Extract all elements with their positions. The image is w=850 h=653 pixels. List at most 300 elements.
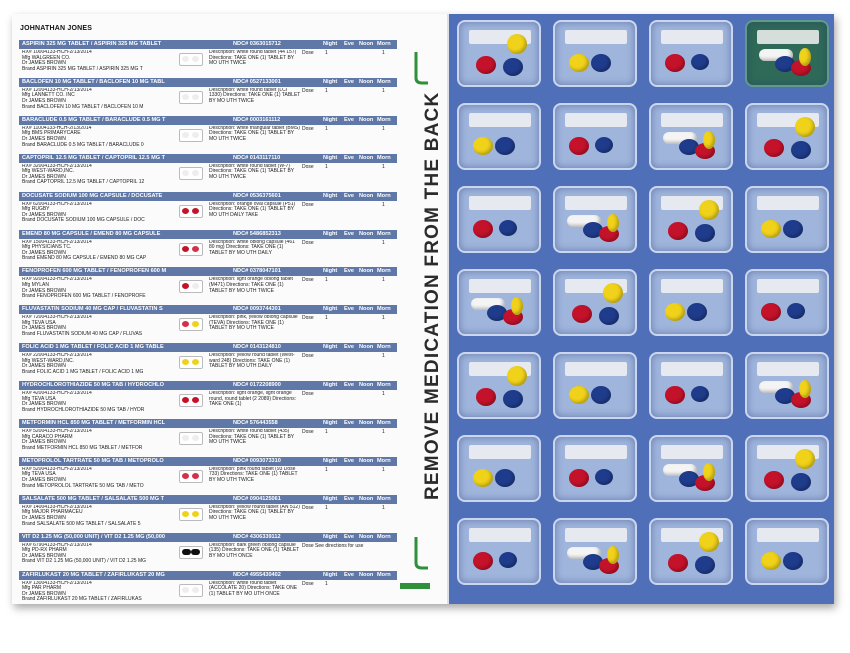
pill-icon [795,449,815,469]
cell-label [661,279,723,293]
brand: Brand ASPIRIN 325 MG TABLET / ASPIRIN 325 MG T [22,65,143,72]
noon-header: Noon [359,457,374,464]
dose-label: Dose [302,504,314,511]
blister-cell[interactable] [745,435,829,502]
pill-description: Description: orange oval capsule (P51) Directions: TAKE ONE (1) TABLET BY MO UTH DAILY TAKE [209,201,296,218]
medication-header [19,571,397,580]
noon-header: Noon [359,306,374,313]
blister-cell[interactable] [457,435,541,502]
rx-number: RX# 32004133-HCH-2/13/2014 [22,163,92,169]
manufacturer: Mfg PAR PHARM [22,585,62,592]
medication-entry [19,343,397,379]
night-header: Night [323,41,338,47]
morn-header: Morn [377,571,391,578]
pill-icon [603,283,623,303]
night-header: Night [323,116,338,123]
prescription-info [22,164,172,186]
morn-qty: 1 [382,125,385,132]
pill-description: Description: white round tablet (44 157) Directions: TAKE ONE (1) TABLET BY MO UTH TWICE [209,50,297,67]
brand: Brand CAPTOPRIL 12.5 MG TABLET / CAPTOPRIL 12 [22,179,145,186]
ndc-number: NDC# 0527133001 [233,78,281,85]
noon-header: Noon [359,495,374,502]
night-header: Night [323,268,338,275]
ndc-number: NDC# 0003161112 [233,116,281,123]
pill-description: Description: white round tablet (ACCOLATE 20) Directions: TAKE ONE (1) TABLET BY MO UTH ONCE [209,580,298,597]
pill-icon [182,359,189,365]
night-qty: 1 [325,87,328,94]
rx-number: RX# 10004133-HCH-2/13/2014 [22,50,92,55]
pill-description: Description: light orange, light orange round, round tablet (2 2089) Directions: TAKE ONE (1) [209,391,296,408]
dose-label: Dose [302,315,314,322]
pill-icon [507,366,527,386]
dose-label: Dose [302,391,314,398]
night-qty: 1 [325,163,328,170]
blister-cell[interactable] [457,518,541,585]
rx-number: RX# 42004133-HCH-2/13/2014 [22,391,92,397]
morn-qty: 1 [382,391,385,398]
pill-icon [665,386,685,404]
night-qty: 1 [325,504,328,511]
pill-icon [572,305,592,323]
manufacturer: Mfg CARACO PHARM [22,433,73,440]
dose-label: Dose [302,353,314,360]
night-qty: 1 [325,50,328,56]
pill-icon [182,170,189,176]
pill-image [179,584,203,597]
blister-cell[interactable] [457,352,541,419]
pill-icon [761,303,781,321]
noon-header: Noon [359,154,374,161]
pill-icon [192,587,199,593]
blister-cell[interactable] [649,103,733,170]
eve-header: Eve [344,533,354,540]
medication-entry [19,154,397,190]
medication-header [19,533,397,542]
pill-icon [695,556,715,574]
eve-header: Eve [344,192,354,199]
pill-icon [192,473,199,479]
pill-icon [191,549,200,555]
medication-name: SALSALATE 500 MG TABLET / SALSALATE 500 MG T [22,495,165,502]
blister-cell[interactable] [553,435,637,502]
pill-icon [783,220,803,238]
medication-name: ZAFIRLUKAST 20 MG TABLET / ZAFIRLUKAST 20 MG [22,571,165,578]
pill-icon [503,58,523,76]
pill-icon [473,137,493,155]
medication-header [19,457,397,466]
morn-header: Morn [377,268,391,275]
pill-icon [799,380,811,398]
pill-image [179,432,203,445]
noon-header: Noon [359,41,374,47]
pill-image [179,356,203,369]
medication-header [19,78,397,87]
morn-qty: 1 [382,201,385,208]
medication-name: FENOPROFEN 600 MG TABLET / FENOPROFEN 600 M [22,268,167,275]
doctor: Dr JAMES BROWN [22,287,66,294]
eve-header: Eve [344,306,354,313]
pill-description: Description: pink round tablet (93 Dose 733) Directions: TAKE ONE (1) TABLET BY MO UTH TWICE [209,466,298,484]
night-header: Night [323,420,338,426]
pharmacy-logo-icon [412,50,432,86]
medication-entry [19,419,397,455]
blister-cell[interactable] [745,186,829,253]
cell-label [565,113,627,127]
medication-name: HYDROCHLOROTHIAZIDE 50 MG TAB / HYDROCHLO [22,382,164,389]
eve-header: Eve [344,154,354,161]
pill-image [179,318,203,331]
prescription-info [22,505,172,527]
pill-icon [764,139,784,157]
pill-icon [591,54,611,72]
medication-name: BARACLUDE 0.5 MG TABLET / BARACLUDE 0.5 MG T [22,116,166,123]
pill-icon [182,435,189,441]
pill-icon [665,54,685,72]
pill-icon [192,397,199,403]
pill-icon [764,471,784,489]
medication-entry [19,571,397,604]
pill-icon [182,94,189,100]
morn-qty: 1 [382,504,385,511]
pill-icon [699,532,719,552]
pill-image [179,470,203,483]
rx-number: RX# 52004133-HCH-2/13/2014 [22,429,92,434]
manufacturer: Mfg MAJOR PHARMACEU [22,509,83,516]
pill-icon [795,117,815,137]
medication-header [19,192,397,201]
pill-image [179,205,203,218]
brand: Brand ZAFIRLUKAST 20 MG TABLET / ZAFIRLUKAS [22,596,142,603]
cell-label [661,30,723,44]
medication-header [19,267,397,276]
morn-header: Morn [377,154,391,161]
rx-number: RX# 92004133-HCH-2/13/2014 [22,277,92,283]
blister-cell[interactable] [745,20,829,87]
doctor: Dr JAMES BROWN [22,135,66,142]
blister-cell[interactable] [553,186,637,253]
doctor: Dr JAMES BROWN [22,363,66,370]
cell-label [661,113,723,127]
medication-name: ASPIRIN 325 MG TABLET / ASPIRIN 325 MG TABLET [22,41,162,47]
blister-cell[interactable] [649,186,733,253]
dose-label: Dose [302,87,314,94]
manufacturer: Mfg LANNETT CO. INC [22,92,75,99]
medication-entry [19,192,397,228]
manufacturer: Mfg WEST-WARD,INC. [22,168,75,175]
noon-header: Noon [359,344,374,351]
medication-entry [19,116,397,152]
pill-icon [182,587,189,593]
pill-icon [192,511,199,517]
ndc-number: NDC# 0093073310 [233,457,281,464]
noon-header: Noon [359,571,374,578]
cell-label [661,362,723,376]
ndc-number: NDC# 0143117110 [233,154,281,161]
morn-qty: 1 [382,353,385,360]
brand: Brand HYDROCHLOROTHIAZIDE 50 MG TAB / HYDR [22,406,145,413]
night-qty: 1 [325,580,328,587]
noon-header: Noon [359,116,374,123]
manufacturer: Mfg TEVA USA [22,319,56,326]
night-qty: 1 [325,466,328,473]
eve-header: Eve [344,41,354,47]
blister-cell[interactable] [553,518,637,585]
morn-header: Morn [377,306,391,313]
rx-number: RX# 72004133-HCH-2/13/2014 [22,315,92,321]
rx-number: RX# 11004133-HCH-2/13/2014 [22,125,92,131]
pill-image [179,280,203,293]
eve-header: Eve [344,495,354,502]
medication-header [19,495,397,504]
eve-header: Eve [344,78,354,85]
doctor: Dr JAMES BROWN [22,325,66,332]
pill-description: Description: yellow round tablet (AN 512) Directions: TAKE ONE (1) TABLET BY MO UTH TWICE [209,504,300,521]
pill-icon [665,303,685,321]
night-qty: 1 [325,429,328,435]
blister-tray [449,14,834,604]
night-header: Night [323,457,338,464]
pill-icon [687,303,707,321]
eve-header: Eve [344,116,354,123]
morn-qty: 1 [382,277,385,284]
cell-label [757,279,819,293]
morn-qty: 1 [382,239,385,246]
morn-header: Morn [377,382,391,389]
medication-entry [19,457,397,493]
pill-icon [799,48,811,66]
night-header: Night [323,154,338,161]
pill-image [179,129,203,142]
eve-header: Eve [344,420,354,426]
cell-label [469,445,531,459]
noon-header: Noon [359,230,374,237]
blister-cell[interactable] [553,352,637,419]
medication-entry [19,267,397,303]
pill-icon [495,469,515,487]
eve-header: Eve [344,344,354,351]
prescription-info [22,88,172,110]
pill-icon [182,549,191,555]
eve-header: Eve [344,230,354,237]
dose-label: Dose [302,125,314,132]
medication-entry [19,78,397,114]
pill-image [179,394,203,407]
pill-icon [595,137,613,153]
doctor: Dr JAMES BROWN [22,439,66,446]
dose-label: Dose [302,429,314,435]
prescription-info [22,126,172,148]
medication-header [19,343,397,352]
dose-label: Dose [302,239,314,246]
pill-description: Description: dark green oblong capsule (135) Directions: TAKE ONE (1) TABLET BY MO UTH ONCE [209,542,300,559]
blister-cell[interactable] [649,352,733,419]
prescription-info [22,581,172,603]
medication-header [19,381,397,390]
pill-icon [182,473,189,479]
blister-cell[interactable] [457,20,541,87]
pill-icon [192,246,199,252]
pill-icon [511,297,523,315]
morn-qty: 1 [382,163,385,170]
manufacturer: Mfg PD-RX PHARM [22,547,67,554]
medication-header [19,305,397,314]
medication-list-panel [12,14,447,604]
ndc-number: NDC# 0143124810 [233,344,281,351]
brand: Brand SALSALATE 500 MG TABLET / SALSALATE 5 [22,520,141,527]
pill-icon [192,283,199,289]
morn-header: Morn [377,78,391,85]
pill-image [179,91,203,104]
morn-header: Morn [377,495,391,502]
blister-cell[interactable] [649,269,733,336]
morn-qty: 1 [382,87,385,94]
pill-icon [703,131,715,149]
blister-cell[interactable] [649,435,733,502]
prescription-info [22,202,172,224]
pharmacy-logo-icon [412,535,432,571]
blister-cell[interactable] [457,103,541,170]
blister-cell[interactable] [649,20,733,87]
blister-cell[interactable] [745,518,829,585]
pill-description: Description: white oblong capsule (461 80 mg) Directions: TAKE ONE (1) TABLET BY MO UTH DAILY [209,239,295,256]
ndc-number: NDC# 0378047101 [233,268,281,275]
noon-header: Noon [359,420,374,426]
rx-number: RX# 13004133-HCH-2/13/2014 [22,580,92,586]
night-header: Night [323,495,338,502]
pill-icon [569,386,589,404]
brand: Brand FLUVASTATIN SODIUM 40 MG CAP / FLUVAS [22,331,143,338]
ndc-number: NDC# 0093744301 [233,306,281,313]
doctor: Dr JAMES BROWN [22,401,66,408]
pill-image [179,243,203,256]
pill-icon [591,386,611,404]
blister-cell[interactable] [553,269,637,336]
cell-label [469,196,531,210]
pill-icon [507,34,527,54]
cell-label [661,445,723,459]
blister-cell[interactable] [745,103,829,170]
manufacturer: Mfg RUGBY [22,206,50,213]
ndc-number: NDC# 4306339112 [233,533,281,540]
morn-header: Morn [377,192,391,199]
morn-header: Morn [377,344,391,351]
pill-icon [503,390,523,408]
blister-cell[interactable] [457,186,541,253]
pill-description: Description: white round tablet (W-7) Directions: TAKE ONE (1) TABLET BY MO UTH TWICE [209,163,295,180]
manufacturer: Mfg WALGREEN CO. [22,54,71,61]
morn-header: Morn [377,41,391,47]
brand: Brand DOCUSATE SODIUM 100 MG CAPSULE / DOC [22,217,145,224]
ndc-number: NDC# 0363015712 [233,41,281,47]
cell-label [757,30,819,44]
prescription-info [22,277,172,299]
medication-header [19,419,397,428]
dose-label: Dose [302,163,314,170]
blister-cell[interactable] [457,269,541,336]
blister-cell[interactable] [745,269,829,336]
noon-header: Noon [359,382,374,389]
blister-cell[interactable] [553,20,637,87]
pill-icon [192,94,199,100]
eve-header: Eve [344,457,354,464]
rx-number: RX# 67904133-HCH-2/13/2014 [22,542,92,548]
medication-name: DOCUSATE SODIUM 100 MG CAPSULE / DOCUSATE [22,192,163,199]
brand: Brand BACLOFEN 10 MG TABLET / BACLOFEN 10 M [22,103,144,110]
prescription-info [22,240,172,262]
brand: Brand VIT D2 1.25 MG (50,000 UNIT) / VIT D2 1.25 MG [22,558,147,565]
dose-label: Dose [302,201,314,208]
pill-description: Description: light orange oblong tablet (M471) Directions: TAKE ONE (1) TABLET BY MO UTH TWICE [209,277,293,294]
prescription-info [22,467,172,489]
morn-header: Morn [377,116,391,123]
blister-cell[interactable] [553,103,637,170]
morn-qty: 1 [382,429,385,435]
ndc-number: NDC# 4955430402 [233,571,281,578]
pill-icon [476,388,496,406]
doctor: Dr JAMES BROWN [22,477,66,484]
doctor: Dr JAMES BROWN [22,211,66,218]
brand: Brand FENOPROFEN 600 MG TABLET / FENOPROFE [22,293,146,300]
cell-label [565,445,627,459]
pill-icon [182,321,189,327]
blister-cell[interactable] [649,518,733,585]
pill-icon [473,220,493,238]
cell-label [565,30,627,44]
cell-label [565,362,627,376]
ndc-number: NDC# 5486852313 [233,230,281,237]
dose-label: Dose [302,277,314,284]
doctor: Dr JAMES BROWN [22,514,66,521]
prescription-info [22,429,172,451]
pill-icon [182,511,189,517]
pill-icon [699,200,719,220]
patient-name: JOHNATHAN JONES [20,25,93,32]
night-qty: 1 [325,277,328,284]
rx-number: RX# 52004133-HCH-2/13/2014 [22,466,92,472]
doctor: Dr JAMES BROWN [22,590,66,597]
ndc-number: NDC# 0172208900 [233,382,281,389]
prescription-info [22,353,172,375]
pill-description: Description: pink, yellow oblong capsule (TEVA) Directions: TAKE ONE (1) TABLET BY MO UTH TWICE [209,315,298,332]
doctor: Dr JAMES BROWN [22,552,66,559]
medication-entry [19,533,397,569]
rx-number: RX# 62004133-HCH-2/13/2014 [22,201,92,207]
cell-label [469,279,531,293]
prescription-info [22,543,172,565]
pill-icon [192,321,199,327]
pill-icon [192,359,199,365]
cell-label [757,362,819,376]
pill-description: Description: white triangular tablet (BMS) Directions: TAKE ONE (1) TABLET BY MO UTH TWICE [209,125,300,142]
pill-icon [569,137,589,155]
medication-name: EMEND 80 MG CAPSULE / EMEND 80 MG CAPSULE [22,230,161,237]
night-header: Night [323,382,338,389]
morn-header: Morn [377,420,391,426]
morn-header: Morn [377,533,391,540]
cell-label [469,113,531,127]
rx-number: RX# 12004133-HCH-2/13/2014 [22,87,92,93]
medication-name: CAPTOPRIL 12.5 MG TABLET / CAPTOPRIL 12.5 MG T [22,154,166,161]
pill-icon [182,56,189,62]
blister-cell[interactable] [745,352,829,419]
noon-header: Noon [359,533,374,540]
green-accent-bar [400,583,430,589]
doctor: Dr JAMES BROWN [22,249,66,256]
night-header: Night [323,192,338,199]
morn-qty: 1 [382,315,385,322]
manufacturer: Mfg TEVA USA [22,471,56,478]
medication-name: FOLIC ACID 1 MG TABLET / FOLIC ACID 1 MG TABLE [22,344,164,351]
